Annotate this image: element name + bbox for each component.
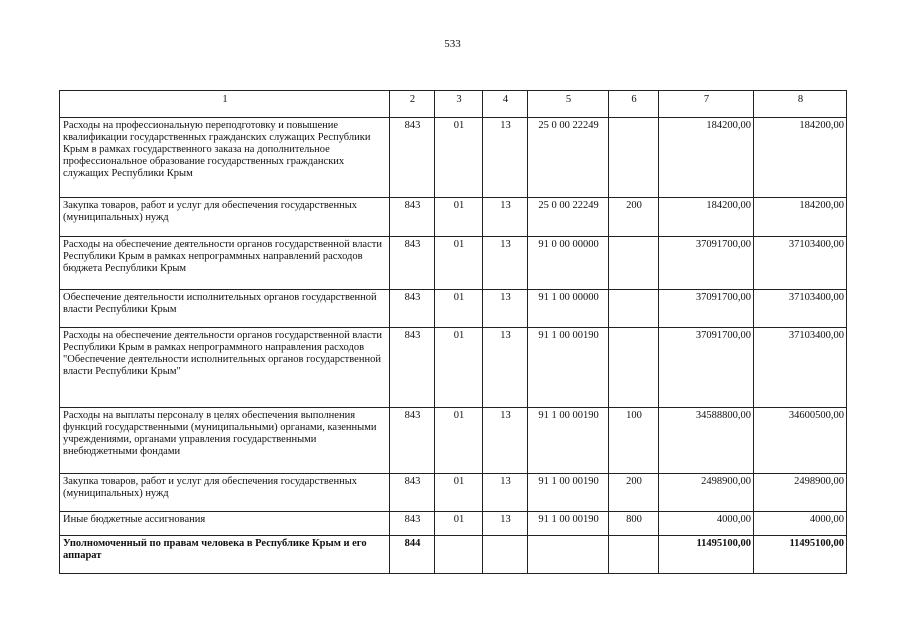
table-row	[60, 536, 847, 574]
header-col-4: 4	[483, 91, 528, 118]
row-subsection	[483, 536, 528, 574]
table-row	[60, 118, 847, 198]
row-expense-type: 100	[609, 408, 659, 474]
row-section: 01	[435, 237, 483, 290]
row-name: Закупка товаров, работ и услуг для обеспечения государственных (муниципальных) нужд	[60, 474, 390, 512]
header-col-7: 7	[659, 91, 754, 118]
row-target-article: 91 1 00 00190	[528, 408, 609, 474]
row-amount-1: 184200,00	[659, 118, 754, 198]
row-subsection: 13	[483, 512, 528, 536]
row-section: 01	[435, 328, 483, 408]
row-expense-type	[609, 290, 659, 328]
row-ministry-code: 843	[390, 198, 435, 237]
row-target-article: 25 0 00 22249	[528, 118, 609, 198]
row-amount-2: 37103400,00	[754, 328, 847, 408]
row-target-article: 91 1 00 00000	[528, 290, 609, 328]
row-expense-type	[609, 536, 659, 574]
row-amount-1: 2498900,00	[659, 474, 754, 512]
row-amount-2: 184200,00	[754, 198, 847, 237]
row-amount-1: 34588800,00	[659, 408, 754, 474]
row-expense-type	[609, 118, 659, 198]
header-row	[60, 91, 847, 118]
row-ministry-code: 843	[390, 118, 435, 198]
row-amount-1: 11495100,00	[659, 536, 754, 574]
table-row	[60, 328, 847, 408]
row-section	[435, 536, 483, 574]
row-expense-type: 200	[609, 198, 659, 237]
row-ministry-code: 844	[390, 536, 435, 574]
row-amount-1: 4000,00	[659, 512, 754, 536]
table-row	[60, 408, 847, 474]
row-amount-1: 184200,00	[659, 198, 754, 237]
row-target-article: 91 0 00 00000	[528, 237, 609, 290]
row-target-article: 25 0 00 22249	[528, 198, 609, 237]
row-subsection: 13	[483, 474, 528, 512]
row-expense-type: 200	[609, 474, 659, 512]
row-expense-type	[609, 328, 659, 408]
budget-table	[59, 90, 847, 574]
row-subsection: 13	[483, 408, 528, 474]
row-subsection: 13	[483, 118, 528, 198]
table-row	[60, 512, 847, 536]
row-amount-2: 184200,00	[754, 118, 847, 198]
row-section: 01	[435, 512, 483, 536]
row-name: Иные бюджетные ассигнования	[60, 512, 390, 536]
row-amount-2: 37103400,00	[754, 237, 847, 290]
row-ministry-code: 843	[390, 237, 435, 290]
row-name: Расходы на выплаты персоналу в целях обеспечения выполнения функций государственными (муниципальными) органами, казенными учреждениями, органами управления государственными внебюджетными фондами	[60, 408, 390, 474]
row-section: 01	[435, 118, 483, 198]
row-target-article: 91 1 00 00190	[528, 474, 609, 512]
table-row	[60, 474, 847, 512]
row-amount-2: 34600500,00	[754, 408, 847, 474]
header-col-1: 1	[60, 91, 390, 118]
header-col-5: 5	[528, 91, 609, 118]
row-target-article	[528, 536, 609, 574]
row-name: Расходы на обеспечение деятельности органов государственной власти Республики Крым в рамках непрограммного направления расходов "Обеспечение деятельности исполнительных органов государственной власти Республики Крым"	[60, 328, 390, 408]
row-subsection: 13	[483, 328, 528, 408]
row-expense-type: 800	[609, 512, 659, 536]
row-amount-1: 37091700,00	[659, 328, 754, 408]
header-col-6: 6	[609, 91, 659, 118]
row-subsection: 13	[483, 198, 528, 237]
row-section: 01	[435, 408, 483, 474]
row-target-article: 91 1 00 00190	[528, 328, 609, 408]
row-name: Уполномоченный по правам человека в Республике Крым и его аппарат	[60, 536, 390, 574]
row-amount-2: 4000,00	[754, 512, 847, 536]
header-col-3: 3	[435, 91, 483, 118]
row-ministry-code: 843	[390, 408, 435, 474]
row-name: Обеспечение деятельности исполнительных органов государственной власти Республики Крым	[60, 290, 390, 328]
row-subsection: 13	[483, 237, 528, 290]
row-ministry-code: 843	[390, 328, 435, 408]
row-name: Расходы на профессиональную переподготовку и повышение квалификации государственных гражданских служащих Республики Крым в рамках государственного заказа на дополнительное профессиональное образование государственных гражданских служащих Республики Крым	[60, 118, 390, 198]
row-ministry-code: 843	[390, 512, 435, 536]
row-amount-1: 37091700,00	[659, 290, 754, 328]
row-name: Расходы на обеспечение деятельности органов государственной власти Республики Крым в рамках непрограммных направлений расходов бюджета Республики Крым	[60, 237, 390, 290]
page-number: 533	[444, 38, 461, 50]
header-col-2: 2	[390, 91, 435, 118]
row-section: 01	[435, 474, 483, 512]
row-section: 01	[435, 290, 483, 328]
row-expense-type	[609, 237, 659, 290]
table-row	[60, 290, 847, 328]
row-target-article: 91 1 00 00190	[528, 512, 609, 536]
row-amount-2: 37103400,00	[754, 290, 847, 328]
header-col-8: 8	[754, 91, 847, 118]
table-row	[60, 198, 847, 237]
row-ministry-code: 843	[390, 290, 435, 328]
table-row	[60, 237, 847, 290]
row-name: Закупка товаров, работ и услуг для обеспечения государственных (муниципальных) нужд	[60, 198, 390, 237]
row-amount-2: 2498900,00	[754, 474, 847, 512]
row-section: 01	[435, 198, 483, 237]
row-amount-1: 37091700,00	[659, 237, 754, 290]
row-ministry-code: 843	[390, 474, 435, 512]
row-amount-2: 11495100,00	[754, 536, 847, 574]
row-subsection: 13	[483, 290, 528, 328]
